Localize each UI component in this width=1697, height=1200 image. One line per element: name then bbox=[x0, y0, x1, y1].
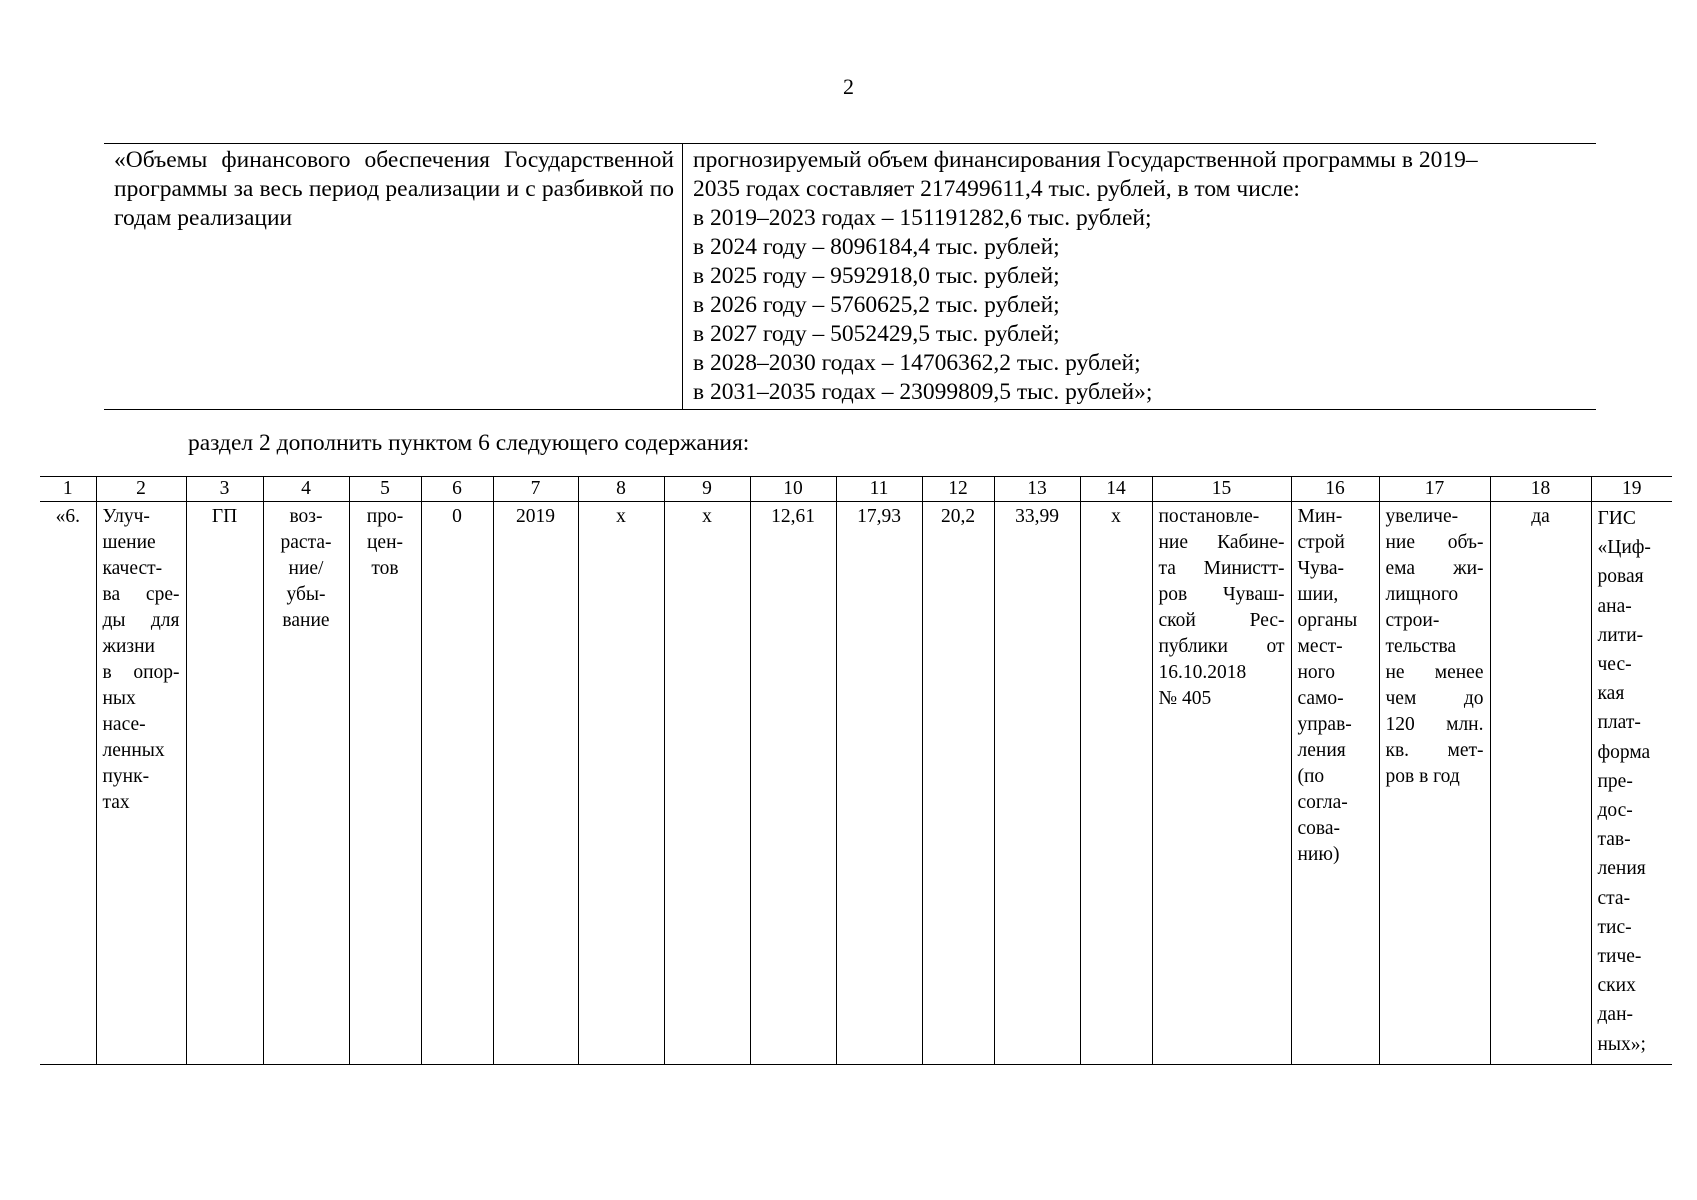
passport-line: в 2028–2030 годах – 14706362,2 тыс. рублей; bbox=[693, 350, 1141, 376]
unit: про- цен- тов bbox=[349, 502, 421, 1065]
trend: воз- раста- ние/ убы- вание bbox=[263, 502, 349, 1065]
passport-table bbox=[104, 143, 1596, 410]
passport-line: в 2026 году – 5760625,2 тыс. рублей; bbox=[693, 292, 1060, 318]
column-number: 3 bbox=[186, 477, 263, 502]
passport-value bbox=[683, 144, 1597, 410]
column-numbers-row bbox=[40, 477, 1672, 502]
item-number: «6. bbox=[40, 502, 96, 1065]
value-col-10: 12,61 bbox=[750, 502, 836, 1065]
column-number: 14 bbox=[1080, 477, 1152, 502]
column-number: 15 bbox=[1152, 477, 1291, 502]
passport-row bbox=[104, 144, 1596, 410]
value-col-14: х bbox=[1080, 502, 1152, 1065]
program-type: ГП bbox=[186, 502, 263, 1065]
passport-label: «Объемы финансового обеспечения Государственной программы за весь период реализации и с разбивкой по годам реализации bbox=[104, 144, 683, 410]
value-col-13: 33,99 bbox=[994, 502, 1080, 1065]
column-number: 5 bbox=[349, 477, 421, 502]
column-number: 10 bbox=[750, 477, 836, 502]
column-number: 13 bbox=[994, 477, 1080, 502]
value-col-11: 17,93 bbox=[836, 502, 922, 1065]
value-col-8: х bbox=[578, 502, 664, 1065]
column-number: 12 bbox=[922, 477, 994, 502]
responsible-executor: Мин- строй Чува- шии, органы мест- ного само- управ- ления (по согла- сова- нию) bbox=[1291, 502, 1379, 1065]
passport-line: 2035 годах составляет 217499611,4 тыс. рублей, в том числе: bbox=[693, 176, 1300, 202]
passport-line: прогнозируемый объем финансирования Государственной программы в 2019– bbox=[693, 147, 1478, 173]
column-number: 1 bbox=[40, 477, 96, 502]
column-number: 17 bbox=[1379, 477, 1490, 502]
passport-line: в 2019–2023 годах – 151191282,6 тыс. рублей; bbox=[693, 205, 1152, 231]
indicator-name: Улуч- шение качест- ва сре- ды для жизни в опор- ных насе- ленных пунк- тах bbox=[96, 502, 186, 1065]
column-number: 16 bbox=[1291, 477, 1379, 502]
column-number: 7 bbox=[493, 477, 578, 502]
column-number: 8 bbox=[578, 477, 664, 502]
expected-result: увеличе- ние объ- ема жи- лищного строи- тельства не менее чем до 120 млн. кв. мет- ров в год bbox=[1379, 502, 1490, 1065]
passport-line: в 2027 году – 5052429,5 тыс. рублей; bbox=[693, 321, 1060, 347]
column-number: 18 bbox=[1490, 477, 1591, 502]
column-number: 4 bbox=[263, 477, 349, 502]
column-number: 2 bbox=[96, 477, 186, 502]
intro-paragraph: раздел 2 дополнить пунктом 6 следующего содержания: bbox=[188, 430, 750, 456]
page-number: 2 bbox=[843, 74, 854, 99]
column-number: 11 bbox=[836, 477, 922, 502]
column-number: 9 bbox=[664, 477, 750, 502]
flag: да bbox=[1490, 502, 1591, 1065]
value-col-9: х bbox=[664, 502, 750, 1065]
base-value: 0 bbox=[421, 502, 493, 1065]
column-number: 6 bbox=[421, 477, 493, 502]
base-year: 2019 bbox=[493, 502, 578, 1065]
indicator-table bbox=[40, 476, 1672, 1065]
passport-line: в 2024 году – 8096184,4 тыс. рублей; bbox=[693, 234, 1060, 260]
column-number: 19 bbox=[1591, 477, 1672, 502]
legal-basis: постановле- ние Кабине- та Министт- ров Чуваш- ской Рес- публики от 16.10.2018 № 405 bbox=[1152, 502, 1291, 1065]
passport-line: в 2031–2035 годах – 23099809,5 тыс. рублей»; bbox=[693, 379, 1153, 405]
table-row bbox=[40, 502, 1672, 1065]
information-system: ГИС «Циф- ровая ана- лити- чес- кая плат- форма пре- дос- тав- ления ста- тис- тиче- ских дан- ных»; bbox=[1591, 502, 1672, 1065]
passport-line: в 2025 году – 9592918,0 тыс. рублей; bbox=[693, 263, 1060, 289]
value-col-12: 20,2 bbox=[922, 502, 994, 1065]
